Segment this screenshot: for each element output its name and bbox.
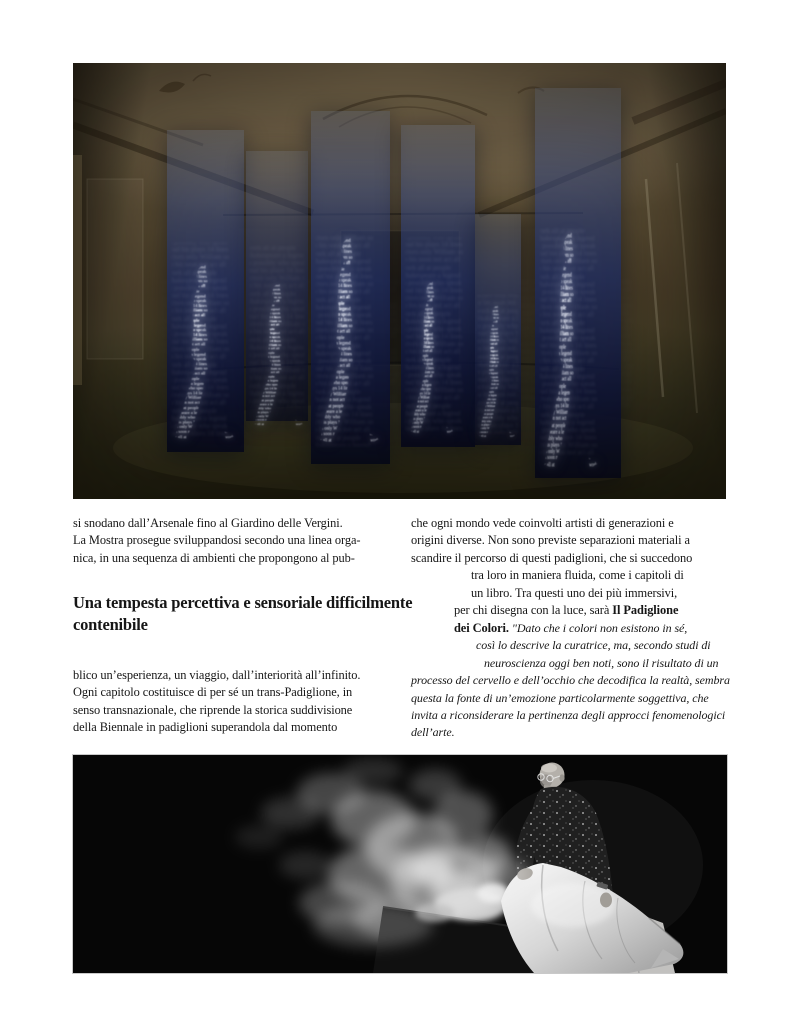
paragraph-left-top — [73, 515, 405, 567]
walking-figure — [312, 231, 390, 454]
text-line: Una tempesta percettiva e sensoriale difficilmente — [73, 593, 413, 612]
walking-figure — [405, 277, 461, 442]
walking-figure — [537, 225, 607, 481]
text-line: invita a riconsiderare la pertinenza degli approcci fenomenologici — [411, 707, 726, 722]
text-line: origini diverse. Non sono previste separazioni materiali a — [411, 533, 690, 548]
text-line: La Mostra prosegue sviluppandosi secondo una linea orga- — [73, 533, 361, 548]
text-line: nica, in una sequenza di ambienti che propongono al pub- — [73, 550, 355, 565]
artist-studio-photo — [73, 755, 727, 973]
text-line: questa la fonte di un’emozione particolarmente soggettiva, che — [411, 690, 709, 705]
text-line: scandire il percorso di questi padiglioni, che si succedono — [411, 550, 693, 565]
installation-photo — [73, 63, 726, 499]
walking-figure — [167, 259, 245, 449]
installation-stage — [73, 63, 726, 499]
text-line: tra loro in maniera fluida, come i capitoli di — [471, 568, 684, 583]
text-line: per chi disegna con la luce, sarà Il Padiglione — [454, 603, 679, 618]
text-line: blico un’esperienza, un viaggio, dall’interiorità all’infinito. — [73, 668, 361, 682]
text-line: un libro. Tra questi uno dei più immersivi, — [471, 585, 678, 600]
paragraph-left-bottom — [73, 667, 405, 737]
right-column — [411, 515, 741, 742]
text-line: contenibile — [73, 615, 148, 634]
walking-figure — [248, 279, 312, 434]
studio-photo-art — [73, 755, 727, 973]
text-line: della Biennale in padiglioni superandola dal momento — [73, 720, 338, 735]
text-line: senso transnazionale, che riprende la storica suddivisione — [73, 702, 353, 717]
text-line: che ogni mondo vede coinvolti artisti di generazioni e — [411, 516, 674, 530]
text-line: neuroscienza oggi ben noti, sono il risultato di un — [484, 655, 719, 670]
text-line: Ogni capitolo costituisce di per sé un trans-Padiglione, in — [73, 685, 353, 700]
text-line: così lo descrive la curatrice, ma, secondo studi di — [476, 638, 711, 653]
text-line: processo del cervello e dell’occhio che decodifica la realtà, sembra — [411, 673, 730, 688]
text-line: dell’arte. — [411, 725, 455, 740]
text-line: si snodano dall’Arsenale fino al Giardino delle Vergini. — [73, 516, 343, 530]
text-line: dei Colori. "Dato che i colori non esistono in sé, — [454, 620, 688, 635]
walking-figure — [474, 301, 522, 445]
